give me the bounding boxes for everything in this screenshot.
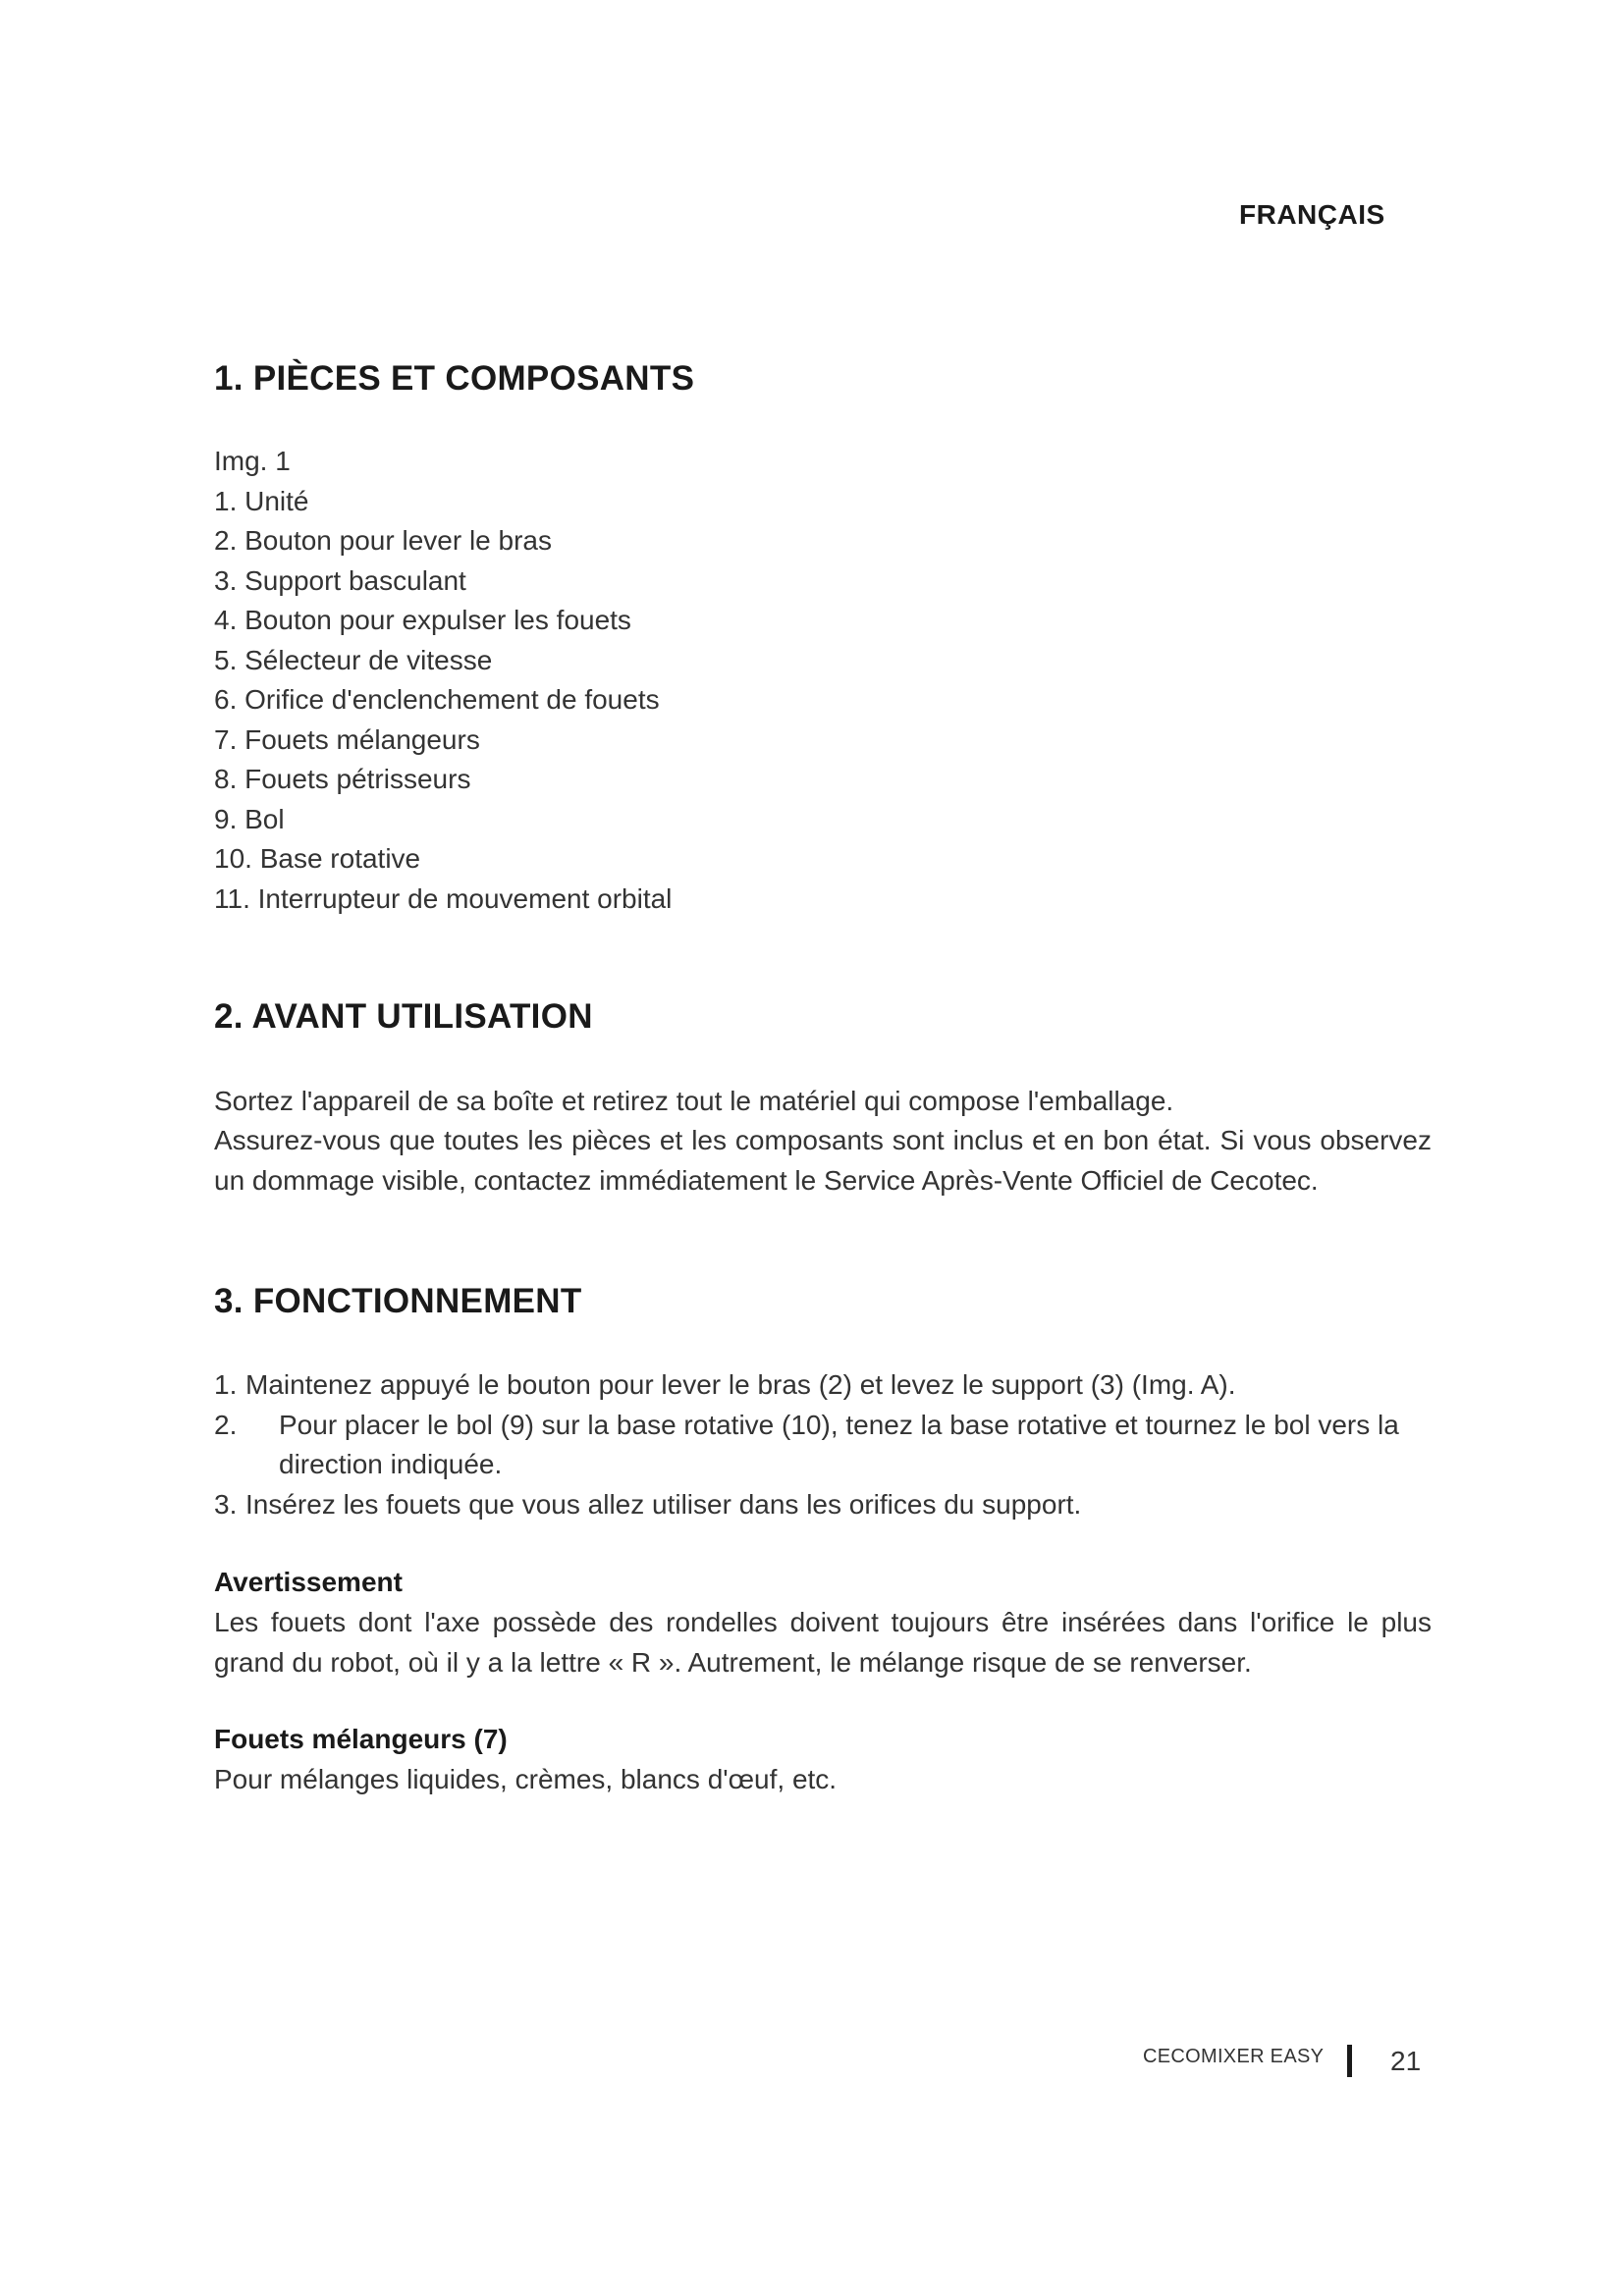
list-item [214, 1485, 1432, 1525]
whisks-heading: Fouets mélangeurs (7) [214, 1724, 508, 1754]
step-number: 2. [214, 1409, 238, 1440]
list-item: 6. Orifice d'enclenchement de fouets [214, 684, 660, 715]
list-item: 5. Sélecteur de vitesse [214, 644, 493, 675]
footer-divider [1347, 2045, 1352, 2077]
list-item: 2. Bouton pour lever le bras [214, 525, 552, 556]
before-use-paragraph-2: Assurez-vous que toutes les pièces et les composants sont inclus et en bon état. Si vous observez un dommage visible, contactez immédiatement le Service Après-Vente Officiel de Cecotec. [214, 1125, 1432, 1196]
step-text: Insérez les fouets que vous allez utiliser dans les orifices du support. [245, 1488, 1082, 1520]
list-item: 1. Unité [214, 485, 309, 516]
list-item: 11. Interrupteur de mouvement orbital [214, 882, 673, 914]
warning-text: Les fouets dont l'axe possède des rondelles doivent toujours être insérées dans l'orifice le plus grand du robot, où il y a la lettre « R ». Autrement, le mélange risque de se renverser. [214, 1607, 1432, 1678]
operation-steps [214, 1365, 1432, 1524]
step-number: 1. [214, 1369, 238, 1400]
list-item [214, 1365, 1432, 1406]
language-label: FRANÇAIS [1239, 199, 1385, 230]
list-item [214, 1406, 1432, 1485]
before-use-paragraph-1: Sortez l'appareil de sa boîte et retirez tout le matériel qui compose l'emballage. [214, 1086, 1174, 1116]
section-title-parts: 1. PIÈCES ET COMPOSANTS [214, 359, 695, 398]
list-item: 8. Fouets pétrisseurs [214, 764, 471, 794]
parts-list [214, 442, 672, 919]
list-item: 4. Bouton pour expulser les fouets [214, 605, 631, 635]
list-item: 7. Fouets mélangeurs [214, 723, 480, 755]
image-reference: Img. 1 [214, 446, 291, 476]
list-item: 3. Support basculant [214, 564, 466, 596]
step-number: 3. [214, 1488, 238, 1520]
whisks-text: Pour mélanges liquides, crèmes, blancs d'œuf, etc. [214, 1764, 838, 1794]
step-text: Pour placer le bol (9) sur la base rotative (10), tenez la base rotative et tournez le bol vers la direction indiquée. [279, 1409, 1399, 1479]
page-number: 21 [1390, 2046, 1422, 2076]
section-title-operation: 3. FONCTIONNEMENT [214, 1282, 582, 1320]
list-item: 10. Base rotative [214, 843, 421, 874]
step-text: Maintenez appuyé le bouton pour lever le bras (2) et levez le support (3) (Img. A). [245, 1369, 1236, 1400]
footer-product-name: CECOMIXER EASY [1143, 2046, 1325, 2067]
list-item: 9. Bol [214, 803, 285, 834]
warning-heading: Avertissement [214, 1567, 403, 1597]
section-title-before-use: 2. AVANT UTILISATION [214, 997, 593, 1036]
